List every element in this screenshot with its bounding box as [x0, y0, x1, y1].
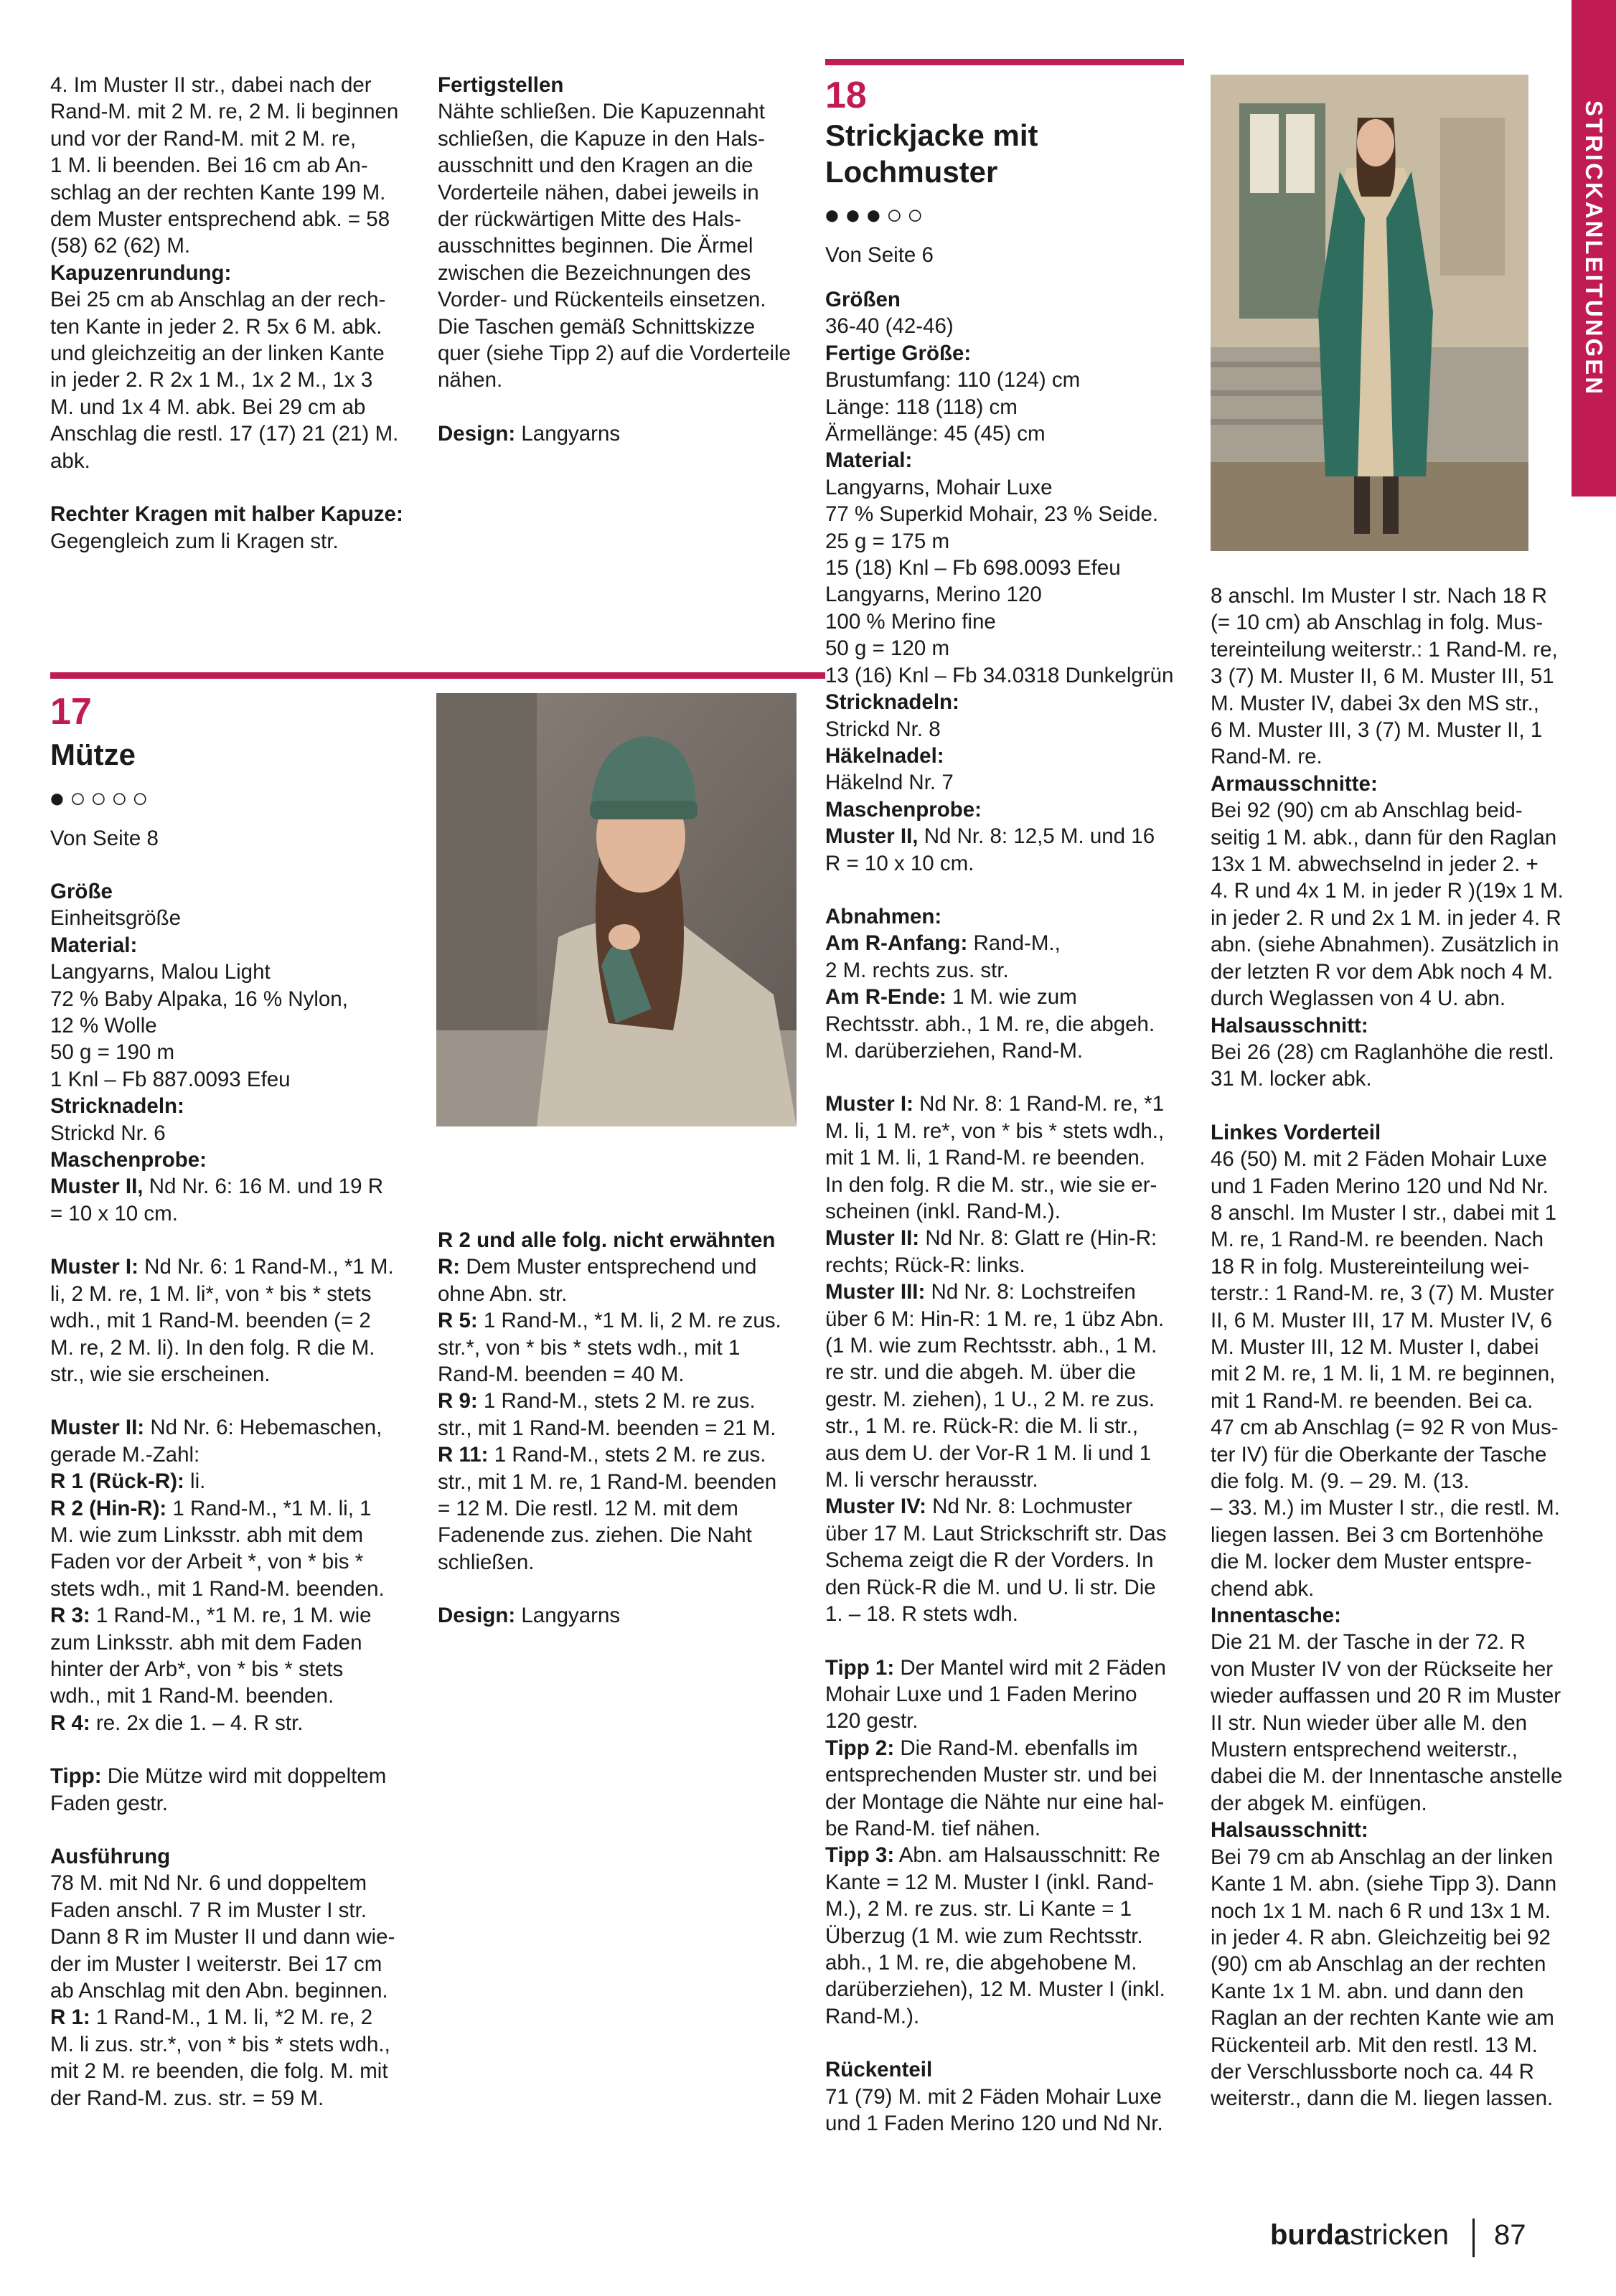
- paragraph-text: Strickd Nr. 8: [825, 717, 941, 741]
- paragraph-heading: Tipp 2:: [825, 1736, 895, 1760]
- section-18-title: Strickjacke mit Lochmuster: [825, 118, 1038, 189]
- paragraph: [1211, 1602, 1584, 1629]
- paragraph-gap: [438, 1576, 811, 1602]
- paragraph-gap: [825, 1628, 1198, 1655]
- paragraph: [1211, 1039, 1584, 1093]
- paragraph: [1211, 771, 1584, 797]
- column-1-body-text: [50, 878, 423, 2112]
- paragraph: [50, 1414, 423, 1468]
- paragraph: [1211, 1844, 1584, 2112]
- paragraph-text: Die 21 M. der Tasche in der 72. R von Muster IV von der Rückseite her wieder auffassen und 20 R im Muster II str. Nun wieder über alle M. den Mustern entsprechend weiterstr., dabei die M. der Innentasche anstelle der abgek M. einfügen.: [1211, 1630, 1563, 1815]
- paragraph: [825, 930, 1198, 984]
- paragraph: [50, 2004, 423, 2112]
- paragraph: [438, 1602, 811, 1629]
- paragraph-heading: Muster II,: [825, 824, 919, 849]
- paragraph: [825, 1735, 1198, 1843]
- paragraph-text: Einheitsgröße: [50, 906, 182, 931]
- paragraph-gap: [50, 1736, 423, 1763]
- footer-separator: [1472, 2219, 1475, 2257]
- paragraph-heading: Linkes Vorderteil: [1211, 1120, 1381, 1144]
- paragraph-heading: Muster IV:: [825, 1495, 926, 1519]
- paragraph-gap: [1211, 1093, 1584, 1119]
- paragraph-text: Strickd Nr. 6: [50, 1121, 166, 1145]
- brand-name-bold: burda: [1270, 2219, 1350, 2251]
- paragraph: [50, 1602, 423, 1710]
- section-18-number: 18: [825, 75, 867, 116]
- paragraph-text: Langyarns, Mohair Luxe 77 % Superkid Mohair, 23 % Seide. 25 g = 175 m 15 (18) Knl – Fb 698.0093 Efeu Langyarns, Merino 120 100 % Merino fine 50 g = 120 m 13 (16) Knl – Fb 34.0318 Dunkelgrün: [825, 475, 1174, 687]
- paragraph-heading: Ausführung: [50, 1845, 171, 1868]
- paragraph-text: 78 M. mit Nd Nr. 6 und doppeltem Faden anschl. 7 R im Muster I str. Dann 8 R im Muster II und dann wie- der im Muster I weiterstr. Bei 17 cm ab Anschlag mit den Abn. beginnen.: [50, 1871, 395, 2003]
- paragraph-heading: Am R-Ende:: [825, 985, 946, 1010]
- paragraph: [50, 501, 423, 527]
- column-2-top-text: [438, 72, 811, 447]
- paragraph-heading: Stricknadeln:: [50, 1094, 184, 1119]
- paragraph-heading: Armausschnitte:: [1211, 771, 1378, 796]
- paragraph-text: 1 Rand-M., *1 M. li, 1 M. wie zum Linksstr. abh mit dem Faden vor der Arbeit *, von * bis * stets wdh., mit 1 Rand-M. beenden.: [50, 1496, 385, 1601]
- paragraph: [50, 1495, 423, 1603]
- paragraph-heading: Kapuzenrundung:: [50, 260, 232, 285]
- paragraph-heading: Design:: [438, 421, 516, 446]
- paragraph-heading: Abnahmen:: [825, 904, 942, 928]
- section-17-title: Mütze: [50, 738, 136, 771]
- paragraph-text: Gegengleich zum li Kragen str.: [50, 529, 339, 553]
- paragraph: [50, 905, 423, 931]
- paragraph: [438, 1227, 811, 1307]
- paragraph: [1211, 1817, 1584, 1843]
- paragraph: [50, 260, 423, 286]
- paragraph-text: 1 Rand-M., *1 M. li, 2 M. re zus. str.*, von * bis * stets wdh., mit 1 Rand-M. beenden = 40 M.: [438, 1309, 781, 1387]
- paragraph: [825, 716, 1198, 743]
- column-2-body-text: [438, 1227, 811, 1629]
- paragraph: [825, 474, 1198, 689]
- side-tab-label: STRICKANLEITUNGEN: [1581, 100, 1607, 397]
- paragraph-heading: R 11:: [438, 1443, 489, 1467]
- paragraph: [50, 1870, 423, 2004]
- paragraph-heading: Stricknadeln:: [825, 690, 959, 715]
- paragraph-text: li.: [184, 1469, 206, 1494]
- paragraph: [50, 286, 423, 474]
- paragraph: [438, 72, 811, 98]
- paragraph: [825, 340, 1198, 367]
- paragraph-text: Die Mütze wird mit doppeltem Faden gestr.: [50, 1764, 387, 1815]
- paragraph-heading: Muster I:: [825, 1092, 913, 1116]
- paragraph-heading: Tipp:: [50, 1764, 102, 1789]
- paragraph-text: Nd Nr. 8: 12,5 M. und 16 R = 10 x 10 cm.: [825, 824, 1155, 875]
- paragraph: [825, 769, 1198, 796]
- paragraph: [438, 1307, 811, 1388]
- paragraph-heading: Rechter Kragen mit halber Kapuze:: [50, 502, 403, 527]
- paragraph-heading: Material:: [50, 933, 138, 957]
- paragraph: [825, 286, 1198, 313]
- column-4-body-text: [1211, 583, 1584, 2112]
- paragraph: [825, 2056, 1198, 2083]
- paragraph-text: Bei 25 cm ab Anschlag an der rech- ten Kante in jeder 2. R 5x 6 M. abk. und gleichzeitig an der linken Kante in jeder 2. R 2x 1 M., 1x 2 M., 1x 3 M. und 1x 4 M. abk. Bei 29 cm ab Anschlag die restl. 17 (17) 21 (21) M. abk.: [50, 288, 399, 473]
- paragraph-heading: Am R-Anfang:: [825, 931, 968, 956]
- paragraph-text: Bei 79 cm ab Anschlag an der linken Kante 1 M. abn. (siehe Tipp 3). Dann noch 1x 1 M. nach 6 R und 13x 1 M. in jeder 4. R abn. Gleichzeitig bei 92 (90) cm ab Anschlag an der rechten Kante 1x 1 M. abn. und dann den Raglan an der rechten Kante wie am Rückenteil arb. Mit den restl. 13 M. der Verschlussborte noch ca. 44 R weiterstr., dann die M. liegen lassen.: [1211, 1845, 1557, 2111]
- paragraph-heading: Rückenteil: [825, 2058, 933, 2082]
- paragraph-text: Häkelnd Nr. 7: [825, 771, 954, 795]
- paragraph-heading: Größe: [50, 880, 113, 903]
- paragraph-heading: Halsausschnitt:: [1211, 1013, 1368, 1038]
- section-18-source-page: Von Seite 6: [825, 243, 934, 267]
- paragraph: [1211, 1629, 1584, 1817]
- paragraph: [825, 367, 1198, 447]
- paragraph-heading: R 2 und alle folg. nicht erwähnten R:: [438, 1228, 776, 1279]
- paragraph-gap: [825, 877, 1198, 903]
- paragraph: [825, 447, 1198, 474]
- paragraph: [50, 1120, 423, 1147]
- paragraph-heading: R 2 (Hin-R):: [50, 1496, 167, 1520]
- page-number: 87: [1494, 2219, 1526, 2251]
- paragraph-gap: [50, 1388, 423, 1414]
- paragraph: [50, 1093, 423, 1119]
- cardigan-model-photo: [1211, 75, 1528, 551]
- paragraph: [50, 1843, 423, 1870]
- paragraph: [825, 689, 1198, 715]
- section-17-source-page: Von Seite 8: [50, 827, 159, 850]
- paragraph-heading: Innentasche:: [1211, 1604, 1341, 1628]
- paragraph: [825, 743, 1198, 769]
- paragraph: [1211, 1146, 1584, 1602]
- paragraph-text: 1 Rand-M., stets 2 M. re zus. str., mit 1 M. re, 1 Rand-M. beenden = 12 M. Die restl. 12 M. mit dem Fadenende zus. ziehen. Die Naht schließen.: [438, 1443, 777, 1574]
- paragraph: [438, 98, 811, 393]
- paragraph: [50, 1253, 423, 1388]
- section-17-rule: [50, 672, 825, 679]
- paragraph-heading: Maschenprobe:: [825, 797, 982, 822]
- paragraph-heading: Fertige Größe:: [825, 341, 972, 365]
- column-3-body-text: [825, 286, 1198, 2137]
- paragraph-text: Rand-M., 2 M. rechts zus. str.: [825, 931, 1061, 982]
- paragraph: [825, 1225, 1198, 1279]
- paragraph: [825, 823, 1198, 877]
- paragraph-text: Brustumfang: 110 (124) cm Länge: 118 (118) cm Ärmellänge: 45 (45) cm: [825, 368, 1081, 446]
- paragraph-text: Nähte schließen. Die Kapuzennaht schließen, die Kapuze in den Hals- ausschnitt und den Kragen an die Vorderteile nähen, dabei jeweils in der rückwärtigen Mitte des Hals- ausschnittes beginnen. Die Ärmel zwischen die Bezeichnungen des Vorder- und Rückenteils einsetzen. Die Taschen gemäß Schnittskizze quer (siehe Tipp 2) auf die Vorderteile nähen.: [438, 100, 791, 392]
- paragraph-heading: Maschenprobe:: [50, 1148, 207, 1172]
- paragraph-heading: Muster II:: [50, 1416, 145, 1440]
- column-1-top-text: [50, 72, 423, 555]
- hat-model-photo: [436, 693, 797, 1126]
- paragraph: [1211, 797, 1584, 1012]
- paragraph-gap: [50, 474, 423, 501]
- paragraph-text: 36-40 (42-46): [825, 314, 954, 339]
- paragraph-text: Langyarns: [515, 421, 621, 446]
- paragraph-text: Nd Nr. 8: Lochstreifen über 6 M: Hin-R: 1 M. re, 1 übz Abn. (1 M. wie zum Rechtsstr. abh., 1 M. re str. und die abgeh. M. über die gestr. M. ziehen), 1 U., 2 M. re zus. str., 1 M. re. Rück-R: die M. li str., aus dem U. der Vor-R 1 M. li und 1 M. li verschr herausstr.: [825, 1280, 1165, 1492]
- paragraph-text: Nd Nr. 8: Lochmuster über 17 M. Laut Strickschrift str. Das Schema zeigt die R der Vorders. In den Rück-R die M. und U. li str. Die 1. – 18. R stets wdh.: [825, 1495, 1167, 1627]
- paragraph-gap: [438, 394, 811, 420]
- paragraph: [825, 313, 1198, 339]
- paragraph-text: Bei 92 (90) cm ab Anschlag beid- seitig 1 M. abk., dann für den Raglan 13x 1 M. abwechselnd in jeder 2. + 4. R und 4x 1 M. in jeder R )(19x 1 M. in jeder 2. R und 2x 1 M. in jeder 4. R abn. (siehe Abnahmen). Zusätzlich in der letzten R vor dem Abk noch 4 M. durch Weglassen von 4 U. abn.: [1211, 799, 1564, 1011]
- paragraph-heading: R 3:: [50, 1604, 90, 1628]
- paragraph-heading: R 1 (Rück-R):: [50, 1469, 184, 1494]
- paragraph-text: Nd Nr. 8: 1 Rand-M. re, *1 M. li, 1 M. re*, von * bis * stets wdh., mit 1 M. li, 1 Rand-M. re beenden. In den folg. R die M. str., wie sie er- scheinen (inkl. Rand-M.).: [825, 1092, 1165, 1223]
- paragraph-text: 8 anschl. Im Muster I str. Nach 18 R (= 10 cm) ab Anschlag in folg. Mus- tereinteilung weiterstr.: 1 Rand-M. re, 3 (7) M. Muster II, 6 M. Muster III, 51 M. Muster IV, dabei 3x den MS str., 6 M. Muster III, 3 (7) M. Muster II, 1 Rand-M. re.: [1211, 584, 1558, 769]
- paragraph-text: Der Mantel wird mit 2 Fäden Mohair Luxe und 1 Faden Merino 120 gestr.: [825, 1655, 1166, 1733]
- paragraph: [50, 1147, 423, 1173]
- paragraph-heading: Tipp 1:: [825, 1655, 895, 1680]
- paragraph-gap: [825, 2030, 1198, 2056]
- paragraph: [50, 1173, 423, 1227]
- paragraph: [50, 959, 423, 1093]
- paragraph: [50, 1710, 423, 1736]
- paragraph: [50, 1763, 423, 1817]
- paragraph: [825, 796, 1198, 823]
- page-footer: [1270, 2217, 1526, 2253]
- paragraph: [1211, 1012, 1584, 1039]
- paragraph-text: Dem Muster entsprechend und ohne Abn. str.: [438, 1255, 757, 1306]
- paragraph-text: Nd Nr. 6: Hebemaschen, gerade M.-Zahl:: [50, 1416, 382, 1467]
- paragraph-text: Nd Nr. 8: Glatt re (Hin-R: rechts; Rück-R: links.: [825, 1226, 1157, 1277]
- paragraph-text: 46 (50) M. mit 2 Fäden Mohair Luxe und 1 Faden Merino 120 und Nd Nr. 8 anschl. Im Muster I str., dabei mit 1 M. re, 1 Rand-M. re beenden. Nach 18 R in folg. Mustereinteilung wei- terstr.: 1 Rand-M. re, 3 (7) M. Muster II, 6 M. Muster III, 17 M. Muster IV, 6 M. Muster III, 12 M. Muster I, dabei mit 2 M. re, 1 M. li, 1 M. re beginnen, mit 1 Rand-M. re beenden. Bei ca. 47 cm ab Anschlag (= 92 R von Mus- ter IV) für die Oberkante der Tasche die folg. M. (9. – 29. M. (13. – 33. M.) im Muster I str., die restl. M. liegen lassen. Bei 3 cm Bortenhöhe die M. locker dem Muster entspre- chend abk.: [1211, 1147, 1560, 1601]
- paragraph-heading: Halsausschnitt:: [1211, 1818, 1368, 1843]
- paragraph-heading: R 5:: [438, 1309, 478, 1333]
- paragraph-text: Nd Nr. 6: 1 Rand-M., *1 M. li, 2 M. re, 1 M. li*, von * bis * stets wdh., mit 1 Rand-M. beenden (= 2 M. re, 2 M. li). In den folg. R die M. str., wie sie erscheinen.: [50, 1255, 394, 1386]
- paragraph-heading: R 1:: [50, 2005, 90, 2030]
- paragraph-text: re. 2x die 1. – 4. R str.: [90, 1711, 304, 1735]
- paragraph-heading: Fertigstellen: [438, 73, 564, 97]
- paragraph-heading: Material:: [825, 448, 913, 473]
- paragraph: [825, 1279, 1198, 1493]
- paragraph-heading: Muster III:: [825, 1280, 926, 1304]
- paragraph: [50, 528, 423, 555]
- paragraph-text: 4. Im Muster II str., dabei nach der Rand-M. mit 2 M. re, 2 M. li beginnen und vor der Rand-M. mit 2 M. re, 1 M. li beenden. Bei 16 cm ab An- schlag an der rechten Kante 199 M. dem Muster entsprechend abk. = 58 (58) 62 (62) M.: [50, 73, 399, 258]
- section-17-number: 17: [50, 691, 92, 733]
- paragraph: [825, 1091, 1198, 1225]
- section-side-tab: [1572, 0, 1616, 497]
- paragraph: [50, 1468, 423, 1495]
- paragraph: [1211, 1119, 1584, 1146]
- section-17-difficulty-rating: ●○○○○: [49, 784, 153, 814]
- paragraph-heading: Muster I:: [50, 1255, 138, 1279]
- paragraph-gap: [825, 1064, 1198, 1091]
- paragraph: [825, 1655, 1198, 1735]
- paragraph: [50, 72, 423, 260]
- paragraph: [438, 1441, 811, 1576]
- paragraph-heading: R 9:: [438, 1389, 478, 1413]
- paragraph-heading: Tipp 3:: [825, 1843, 895, 1868]
- paragraph: [825, 2084, 1198, 2137]
- paragraph-heading: Muster II,: [50, 1175, 144, 1199]
- paragraph: [50, 878, 423, 905]
- paragraph: [50, 932, 423, 959]
- brand-name-regular: stricken: [1350, 2219, 1449, 2251]
- paragraph-heading: Größen: [825, 288, 901, 311]
- paragraph-text: 1 Rand-M., *1 M. re, 1 M. wie zum Linksstr. abh mit dem Faden hinter der Arb*, von * bis * stets wdh., mit 1 Rand-M. beenden.: [50, 1604, 372, 1708]
- paragraph-heading: Muster II:: [825, 1226, 920, 1251]
- paragraph: [438, 420, 811, 447]
- paragraph-text: 71 (79) M. mit 2 Fäden Mohair Luxe und 1 Faden Merino 120 und Nd Nr.: [825, 2084, 1163, 2135]
- paragraph-text: Langyarns: [515, 1604, 621, 1628]
- paragraph-text: Langyarns, Malou Light 72 % Baby Alpaka, 16 % Nylon, 12 % Wolle 50 g = 190 m 1 Knl – Fb 887.0093 Efeu: [50, 960, 348, 1091]
- paragraph-text: Bei 26 (28) cm Raglanhöhe die restl. 31 M. locker abk.: [1211, 1040, 1554, 1091]
- paragraph-text: Nd Nr. 6: 16 M. und 19 R = 10 x 10 cm.: [50, 1175, 383, 1225]
- paragraph: [825, 984, 1198, 1064]
- paragraph-text: 1 Rand-M., stets 2 M. re zus. str., mit 1 Rand-M. beenden = 21 M.: [438, 1389, 776, 1440]
- paragraph: [438, 1388, 811, 1441]
- paragraph-text: 1 Rand-M., 1 M. li, *2 M. re, 2 M. li zus. str.*, von * bis * stets wdh., mit 2 M. re beenden, die folg. M. mit der Rand-M. zus. str. = 59 M.: [50, 2005, 390, 2110]
- paragraph-heading: Design:: [438, 1604, 516, 1628]
- paragraph-heading: Häkelnadel:: [825, 743, 944, 768]
- section-18-difficulty-rating: ●●●○○: [824, 200, 928, 230]
- paragraph-heading: R 4:: [50, 1711, 90, 1735]
- paragraph-text: Die Rand-M. ebenfalls im entsprechenden Muster str. und bei der Montage die Nähte nur eine hal- be Rand-M. tief nähen.: [825, 1736, 1165, 1840]
- paragraph-text: 1 M. wie zum Rechtsstr. abh., 1 M. re, die abgeh. M. darüberziehen, Rand-M.: [825, 985, 1155, 1063]
- paragraph: [825, 903, 1198, 930]
- paragraph-text: Abn. am Halsausschnitt: Re Kante = 12 M. Muster I (inkl. Rand- M.), 2 M. re zus. str. Li Kante = 1 Überzug (1 M. wie zum Rechtsstr. abh., 1 M. re, die abgehobene M. darüberziehen), 12 M. Muster I (inkl. Rand-M.).: [825, 1843, 1165, 2028]
- paragraph: [1211, 583, 1584, 771]
- paragraph: [825, 1842, 1198, 2030]
- paragraph: [825, 1493, 1198, 1627]
- paragraph-gap: [50, 1817, 423, 1843]
- section-18-rule: [825, 59, 1184, 65]
- paragraph-gap: [50, 1227, 423, 1253]
